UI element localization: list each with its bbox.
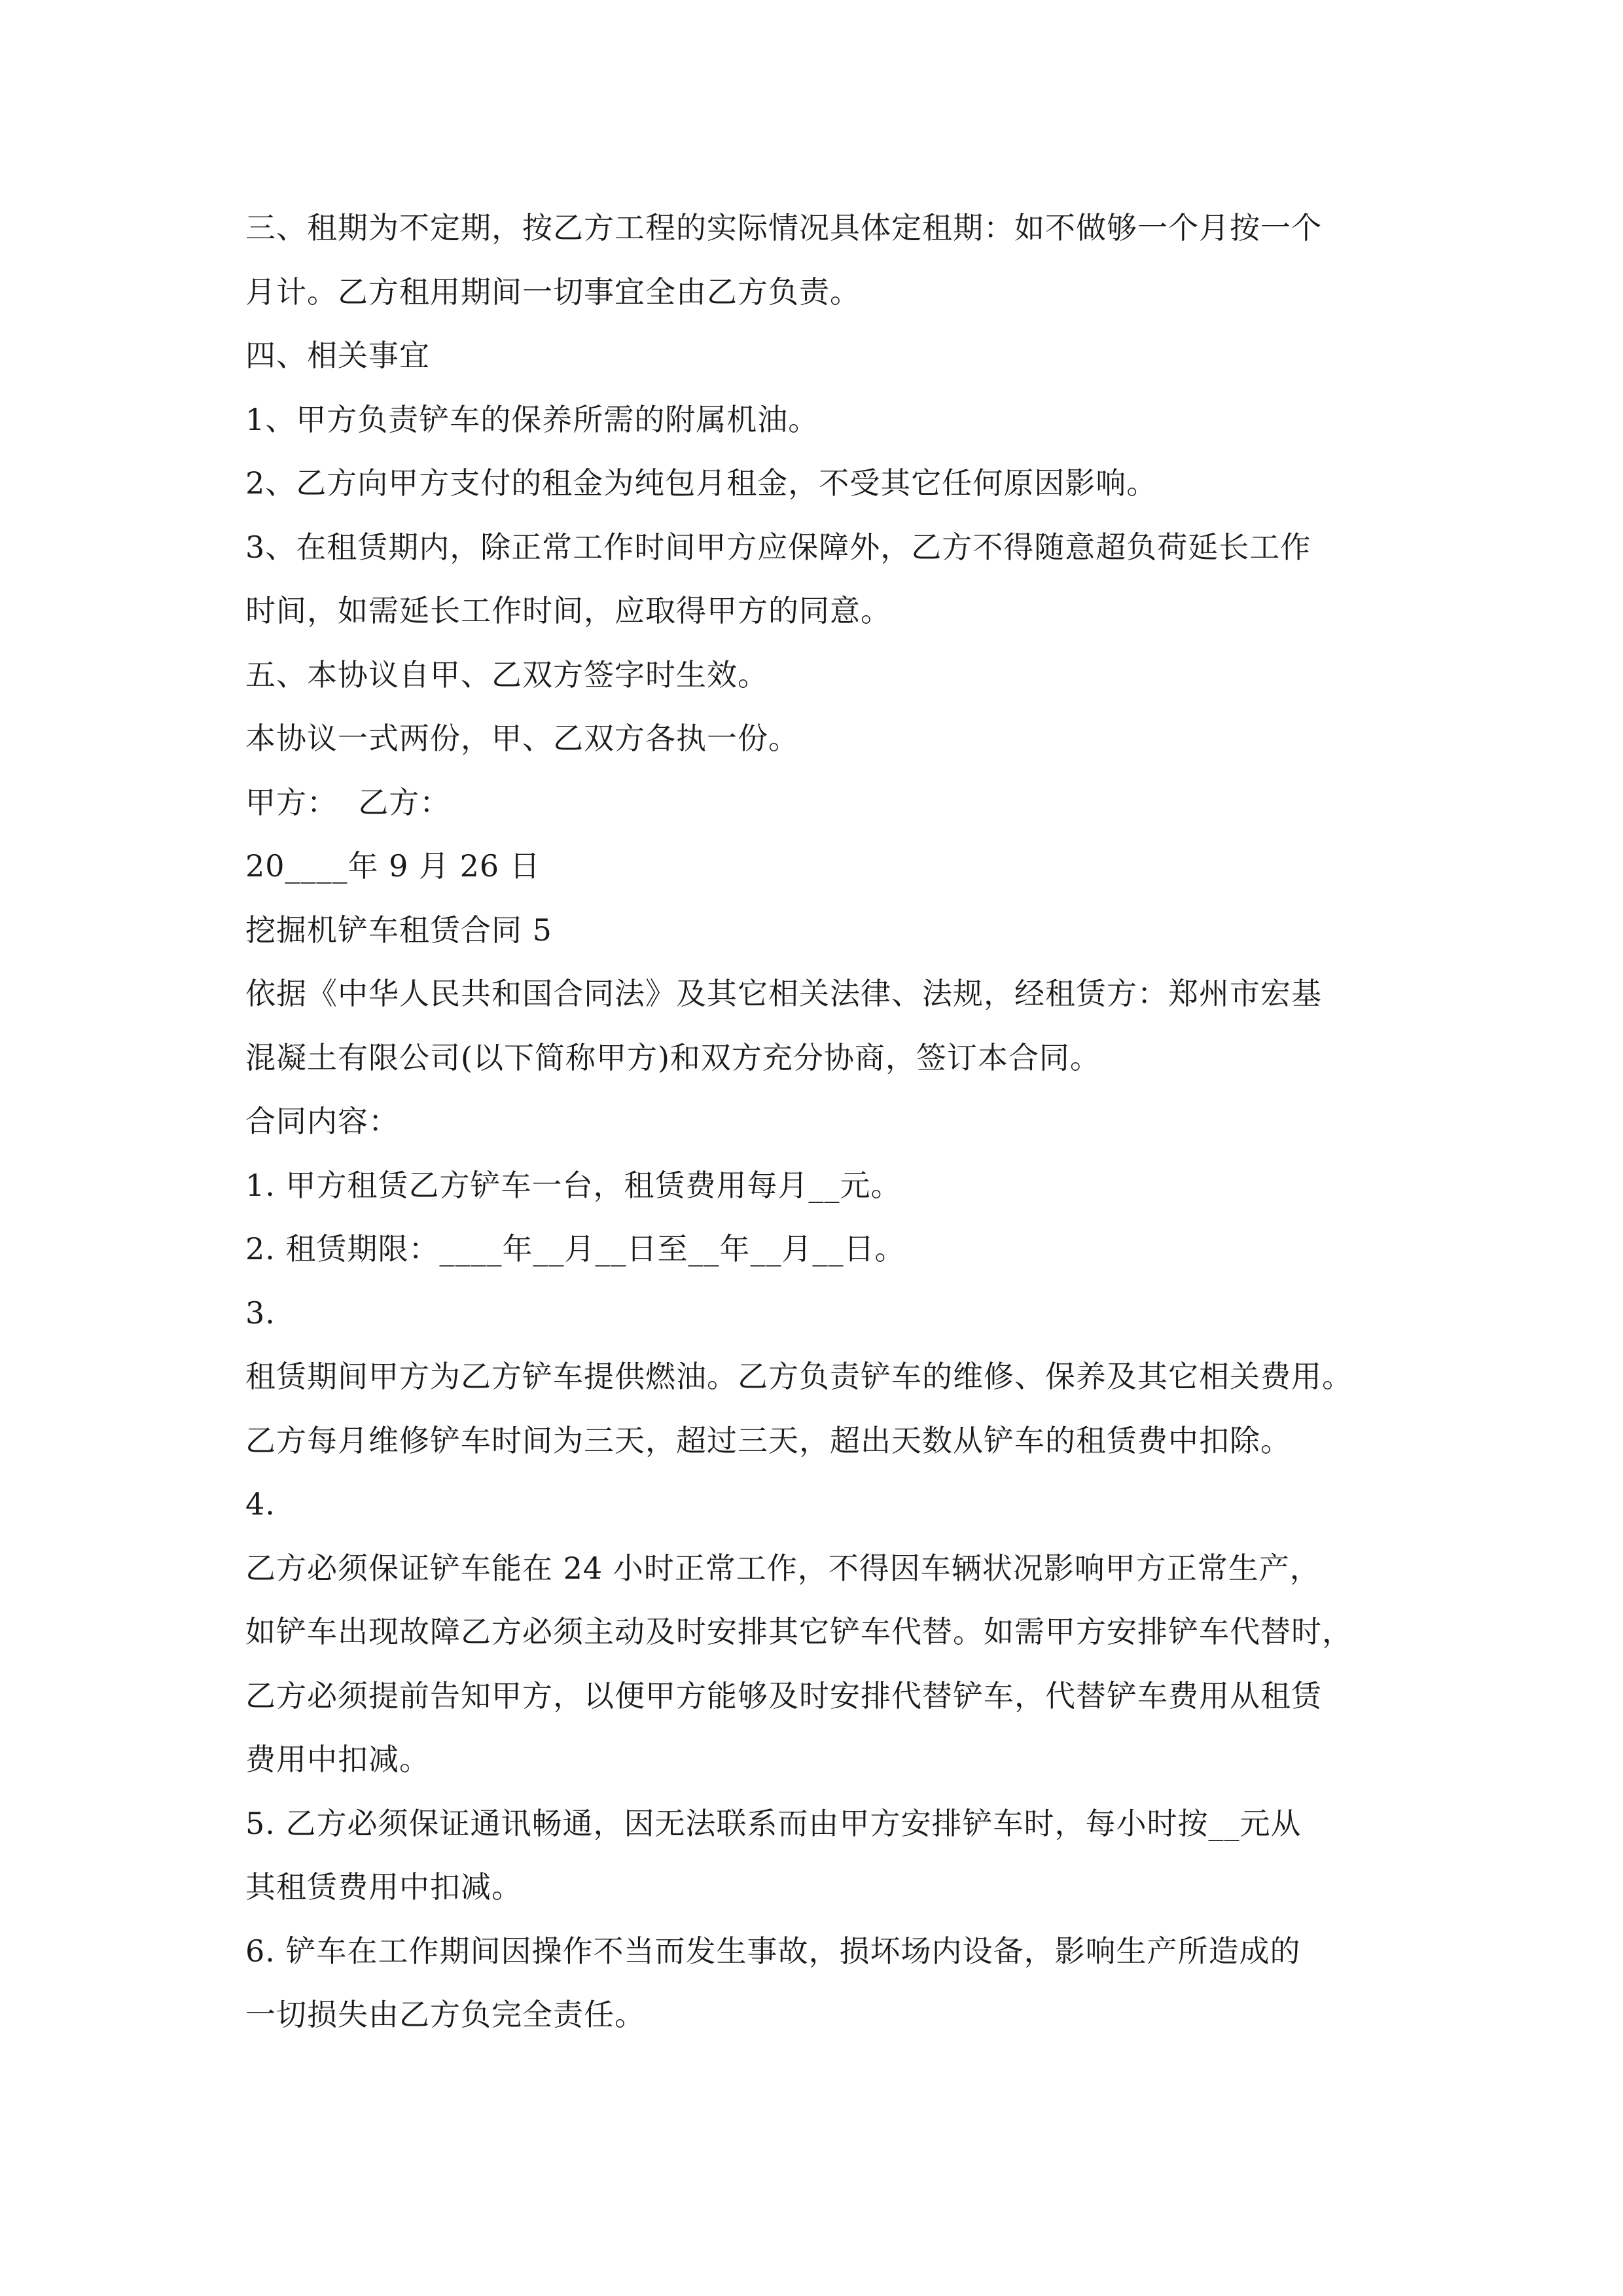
clause-line: 1. 甲方租赁乙方铲车一台，租赁费用每月__元。 — [245, 1167, 902, 1203]
section-heading: 合同内容： — [245, 1103, 399, 1139]
paragraph-line: 1、甲方负责铲车的保养所需的附属机油。 — [245, 401, 819, 437]
clause-line: 5. 乙方必须保证通讯畅通，因无法联系而由甲方安排铲车时，每小时按__元从 — [245, 1805, 1302, 1841]
paragraph-line: 本协议一式两份，甲、乙双方各执一份。 — [245, 721, 799, 756]
paragraph-line: 依据《中华人民共和国合同法》及其它相关法律、法规，经租赁方：郑州市宏基 — [245, 976, 1322, 1011]
paragraph-line: 月计。乙方租用期间一切事宜全由乙方负责。 — [245, 274, 861, 310]
paragraph-line: 时间，如需延长工作时间，应取得甲方的同意。 — [245, 593, 891, 628]
clause-line: 一切损失由乙方负完全责任。 — [245, 1997, 645, 2032]
clause-line: 乙方必须提前告知甲方，以便甲方能够及时安排代替铲车，代替铲车费用从租赁 — [245, 1677, 1322, 1713]
clause-line: 2. 租赁期限：____年__月__日至__年__月__日。 — [245, 1231, 906, 1266]
clause-number: 3. — [245, 1295, 276, 1331]
date-line: 20____年 9 月 26 日 — [245, 848, 541, 884]
clause-line: 乙方必须保证铲车能在 24 小时正常工作，不得因车辆状况影响甲方正常生产， — [245, 1550, 1321, 1586]
clause-line: 如铲车出现故障乙方必须主动及时安排其它铲车代替。如需甲方安排铲车代替时， — [245, 1614, 1353, 1649]
clause-line: 租赁期间甲方为乙方铲车提供燃油。乙方负责铲车的维修、保养及其它相关费用。 — [245, 1359, 1353, 1394]
clause-line: 乙方每月维修铲车时间为三天，超过三天，超出天数从铲车的租赁费中扣除。 — [245, 1422, 1291, 1458]
paragraph-line: 五、本协议自甲、乙双方签字时生效。 — [245, 656, 768, 692]
paragraph-line: 混凝土有限公司(以下简称甲方)和双方充分协商，签订本合同。 — [245, 1039, 1101, 1075]
clause-line: 其租赁费用中扣减。 — [245, 1869, 522, 1905]
paragraph-line: 三、租期为不定期，按乙方工程的实际情况具体定租期：如不做够一个月按一个 — [245, 210, 1322, 245]
signature-line: 甲方： 乙方： — [245, 784, 451, 820]
document-body — [245, 196, 1384, 2047]
clause-line: 费用中扣减。 — [245, 1742, 430, 1777]
clause-number: 4. — [245, 1486, 276, 1522]
contract-title: 挖掘机铲车租赁合同 5 — [245, 912, 552, 948]
section-heading: 四、相关事宜 — [245, 338, 430, 373]
clause-line: 6. 铲车在工作期间因操作不当而发生事故，损坏场内设备，影响生产所造成的 — [245, 1933, 1301, 1969]
paragraph-line: 2、乙方向甲方支付的租金为纯包月租金，不受其它任何原因影响。 — [245, 465, 1158, 501]
paragraph-line: 3、在租赁期内，除正常工作时间甲方应保障外，乙方不得随意超负荷延长工作 — [245, 529, 1311, 565]
